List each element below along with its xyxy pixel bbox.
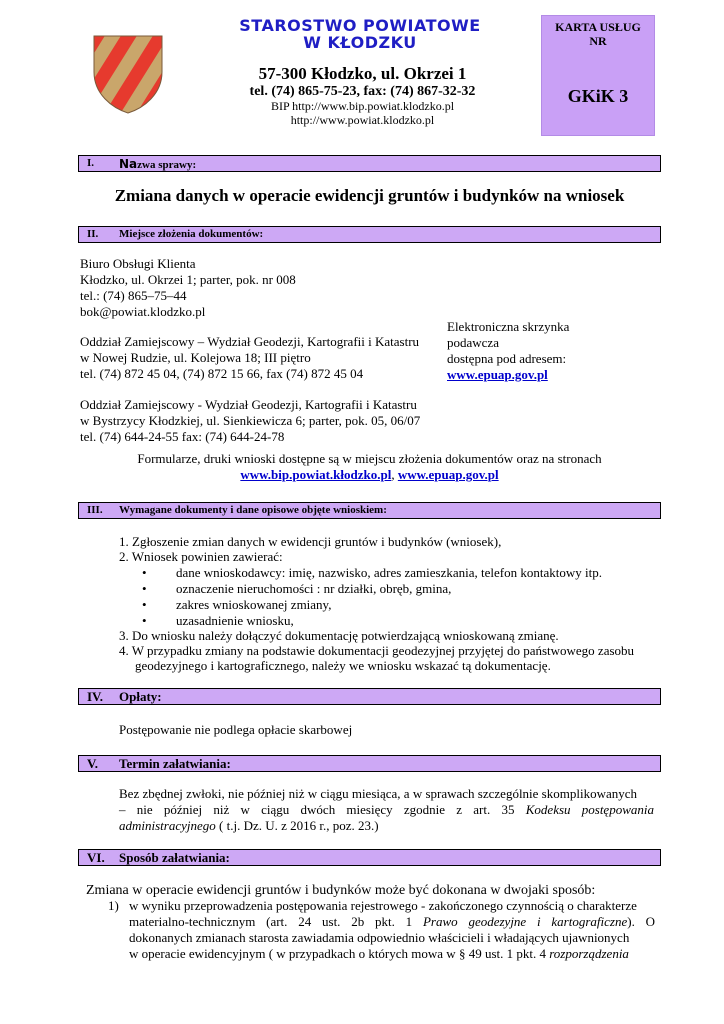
epuap-info bbox=[447, 319, 569, 383]
forms-link-bip[interactable]: www.bip.powiat.kłodzko.pl bbox=[240, 467, 392, 482]
forms-info bbox=[78, 451, 661, 483]
office-main-line: Kłodzko, ul. Okrzei 1; parter, pok. nr 008 bbox=[80, 272, 296, 287]
document-title: Zmiana danych w operacie ewidencji gruntów i budynków na wniosek bbox=[114, 186, 625, 205]
deadline-line-2: – nie później niż w ciągu dwóch miesięcy zgodnie z art. 35 Kodeksu postępowania bbox=[119, 802, 654, 817]
office-line: w Bystrzycy Kłodzkiej, ul. Sienkiewicza 6; parter, pok. 05, 06/07 bbox=[80, 413, 421, 428]
office-line: tel. (74) 872 45 04, (74) 872 15 66, fax (74) 872 45 04 bbox=[80, 366, 364, 381]
organization-websites bbox=[200, 99, 525, 127]
www-link[interactable]: http://www.powiat.klodzko.pl bbox=[290, 113, 435, 127]
office-line: w Nowej Rudzie, ul. Kolejowa 18; III piętro bbox=[80, 350, 311, 365]
section-label-first-letters: Na bbox=[119, 157, 138, 171]
office-line: tel. (74) 644-24-55 fax: (74) 644-24-78 bbox=[80, 429, 285, 444]
method-intro: Zmiana w operacie ewidencji gruntów i budynków może być dokonana w dwojaki sposób: bbox=[86, 883, 596, 898]
doc-bullet-item: zakres wnioskowanej zmiany, bbox=[176, 597, 332, 612]
section-number: IV. bbox=[87, 689, 104, 704]
section-bar-fees bbox=[78, 688, 661, 705]
section-label: Wymagane dokumenty i dane opisowe objęte wnioskiem: bbox=[119, 504, 387, 516]
service-card-code: GKiK 3 bbox=[567, 86, 629, 106]
section-number: II. bbox=[87, 228, 99, 240]
method-line-3: dokonanych zmianach starosta zawiadamia odpowiednio właścicieli i władających ujawnionych bbox=[129, 930, 630, 945]
epuap-line: podawcza bbox=[447, 335, 499, 350]
bullet-icon: • bbox=[142, 613, 147, 628]
doc-item-3: 3. Do wniosku należy dołączyć dokumentację potwierdzającą wnioskowaną zmianę. bbox=[119, 628, 559, 643]
section-number: I. bbox=[87, 157, 95, 169]
organization-address: 57-300 Kłodzko, ul. Okrzei 1 bbox=[258, 64, 467, 83]
office-line: Oddział Zamiejscowy – Wydział Geodezji, Kartografii i Katastru bbox=[80, 334, 420, 349]
section-label-rest: zwa sprawy: bbox=[137, 159, 197, 171]
section-bar-place bbox=[78, 226, 661, 243]
section-bar-deadline bbox=[78, 755, 661, 772]
epuap-link[interactable]: www.epuap.gov.pl bbox=[447, 367, 548, 382]
method-line-2: materialno-technicznym (art. 24 ust. 2b pkt. 1 Prawo geodezyjne i kartograficzne). O bbox=[129, 914, 655, 929]
bullet-icon: • bbox=[142, 597, 147, 612]
section-bar-method bbox=[78, 849, 661, 866]
doc-bullet-item: dane wnioskodawcy: imię, nazwisko, adres zamieszkania, telefon kontaktowy itp. bbox=[176, 565, 602, 580]
section-label: Termin załatwiania: bbox=[119, 756, 231, 771]
section-label: Opłaty: bbox=[119, 689, 162, 704]
method-line-4: w operacie ewidencyjnym ( w przypadkach o których mowa w § 49 ust. 1 pkt. 4 rozporządzenia bbox=[129, 946, 629, 961]
organization-name bbox=[210, 17, 510, 51]
doc-item-4-continued: geodezyjnego i kartograficznego, należy we wniosku wskazać tą dokumentację. bbox=[135, 658, 551, 673]
doc-bullet-item: uzasadnienie wniosku, bbox=[176, 613, 294, 628]
office-main-line: Biuro Obsługi Klienta bbox=[80, 256, 196, 271]
organization-phone: tel. (74) 865-75-23, fax: (74) 867-32-32 bbox=[249, 84, 476, 99]
doc-bullet-item: oznaczenie nieruchomości : nr działki, obręb, gmina, bbox=[176, 581, 452, 596]
section-label bbox=[119, 157, 196, 171]
epuap-line: Elektroniczna skrzynka bbox=[447, 319, 570, 334]
service-card-label: KARTA USŁUG bbox=[555, 20, 641, 34]
fees-text: Postępowanie nie podlega opłacie skarbowej bbox=[119, 722, 353, 737]
county-coat-of-arms bbox=[92, 34, 164, 119]
method-line-1: w wyniku przeprowadzenia postępowania rejestrowego - zakończonego czynnością o charakterze bbox=[129, 898, 637, 913]
epuap-line: dostępna pod adresem: bbox=[447, 351, 567, 366]
bip-link[interactable]: BIP http://www.bip.powiat.klodzko.pl bbox=[270, 99, 455, 113]
section-number: V. bbox=[87, 756, 98, 771]
organization-name-line1: STAROSTWO POWIATOWE bbox=[239, 16, 481, 35]
office-main bbox=[80, 256, 296, 320]
office-nowa-ruda bbox=[80, 334, 419, 382]
section-label: Sposób załatwiania: bbox=[119, 850, 230, 865]
section-bar-name bbox=[78, 155, 661, 172]
deadline-line-3: administracyjnego ( t.j. Dz. U. z 2016 r., poz. 23.) bbox=[119, 818, 379, 833]
office-line: Oddział Zamiejscowy - Wydział Geodezji, Kartografii i Katastru bbox=[80, 397, 417, 412]
service-card-nr-label: NR bbox=[589, 34, 607, 48]
section-bar-documents bbox=[78, 502, 661, 519]
section-number: III. bbox=[87, 504, 103, 516]
office-main-line: tel.: (74) 865–75–44 bbox=[80, 288, 187, 303]
deadline-line-1: Bez zbędnej zwłoki, nie później niż w ciągu miesiąca, a w sprawach szczególnie skomplikowanych bbox=[119, 786, 638, 801]
organization-name-line2: W KŁODZKU bbox=[303, 33, 417, 52]
method-item-number: 1) bbox=[108, 898, 119, 913]
section-number: VI. bbox=[87, 850, 105, 865]
forms-text: Formularze, druki wnioski dostępne są w miejscu złożenia dokumentów oraz na stronach bbox=[137, 451, 602, 466]
doc-item-2: 2. Wniosek powinien zawierać: bbox=[119, 549, 283, 564]
service-card-box bbox=[541, 15, 655, 136]
doc-item-1: 1. Zgłoszenie zmian danych w ewidencji gruntów i budynków (wniosek), bbox=[119, 534, 502, 549]
forms-link-epuap[interactable]: www.epuap.gov.pl bbox=[397, 467, 499, 482]
office-bystrzyca bbox=[80, 397, 420, 445]
forms-link-separator: , bbox=[391, 467, 398, 482]
office-main-email[interactable]: bok@powiat.klodzko.pl bbox=[80, 304, 206, 319]
bullet-icon: • bbox=[142, 565, 147, 580]
bullet-icon: • bbox=[142, 581, 147, 596]
section-label: Miejsce złożenia dokumentów: bbox=[119, 228, 264, 240]
doc-item-4: 4. W przypadku zmiany na podstawie dokumentacji geodezyjnej przyjętej do państwowego zasobu bbox=[119, 643, 635, 658]
